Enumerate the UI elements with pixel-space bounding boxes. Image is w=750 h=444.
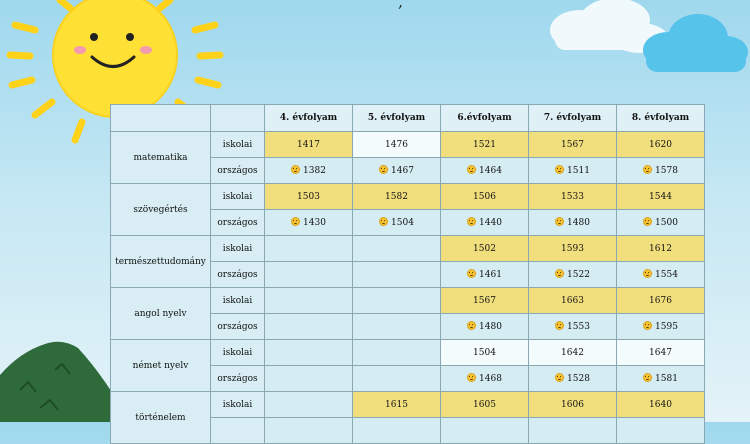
results-table: [110, 104, 705, 444]
smiley-icon: [555, 373, 564, 382]
score-value: 1612: [649, 243, 672, 254]
score-cell: [265, 366, 353, 392]
result-type-label: iskolai: [211, 184, 265, 210]
score-value: 1676: [649, 295, 672, 306]
result-type-label: országos: [211, 210, 265, 236]
score-value: 1506: [473, 191, 496, 202]
score-cell: [617, 340, 705, 366]
score-cell: [617, 262, 705, 288]
smiley-icon: [643, 165, 652, 174]
score-cell: [617, 288, 705, 314]
score-value: 1605: [473, 399, 496, 410]
result-type-label: országos: [211, 158, 265, 184]
grade-header-5: 5. évfolyam: [353, 105, 441, 132]
score-cell: [353, 184, 441, 210]
score-value: 1595: [655, 322, 678, 332]
score-cell: [441, 184, 529, 210]
result-type-label: iskolai: [211, 340, 265, 366]
header-type-cell: [211, 105, 265, 132]
score-value: 1500: [655, 218, 678, 228]
score-cell: [353, 366, 441, 392]
score-value: 1640: [649, 399, 672, 410]
score-cell: [441, 392, 529, 418]
smiley-icon: [291, 165, 300, 174]
score-cell: [529, 288, 617, 314]
smiley-icon: [643, 373, 652, 382]
score-value: 1511: [567, 166, 590, 176]
grade-header-4: 4. évfolyam: [265, 105, 353, 132]
score-value: 1521: [473, 139, 496, 150]
result-type-label: iskolai: [211, 392, 265, 418]
smiley-icon: [643, 269, 652, 278]
score-cell: [529, 392, 617, 418]
score-value: 1503: [297, 191, 320, 202]
score-cell: [441, 340, 529, 366]
score-cell: [265, 392, 353, 418]
score-value: 1461: [479, 270, 502, 280]
score-value: 1567: [473, 295, 496, 306]
table-row: [111, 236, 705, 262]
result-type-label: iskolai: [211, 236, 265, 262]
score-value: 1647: [649, 347, 672, 358]
score-value: 1544: [649, 191, 672, 202]
score-value: 1615: [385, 399, 408, 410]
score-cell: [529, 366, 617, 392]
grade-header-6: 6.évfolyam: [441, 105, 529, 132]
subject-label: szövegértés: [111, 184, 211, 236]
score-cell: [353, 314, 441, 340]
score-value: 1582: [385, 191, 408, 202]
smiley-icon: [467, 373, 476, 382]
score-value: 1430: [303, 218, 326, 228]
score-value: 1578: [655, 166, 678, 176]
subject-label: természettudomány: [111, 236, 211, 288]
score-cell: [441, 236, 529, 262]
subject-label: angol nyelv: [111, 288, 211, 340]
smiley-icon: [555, 321, 564, 330]
score-cell: [617, 184, 705, 210]
score-cell: [529, 314, 617, 340]
result-type-label: országos: [211, 262, 265, 288]
score-value: 1567: [561, 139, 584, 150]
score-cell: [529, 418, 617, 444]
score-cell: [265, 262, 353, 288]
score-cell: [617, 314, 705, 340]
score-cell: [529, 210, 617, 236]
score-cell: [265, 158, 353, 184]
score-value: 1642: [561, 347, 584, 358]
table-row: [111, 184, 705, 210]
smiley-icon: [643, 321, 652, 330]
result-type-label: országos: [211, 314, 265, 340]
smiley-icon: [379, 165, 388, 174]
header-corner-cell: [111, 105, 211, 132]
score-value: 1468: [479, 374, 502, 384]
smiley-icon: [467, 269, 476, 278]
score-value: 1554: [655, 270, 678, 280]
score-cell: [529, 184, 617, 210]
score-value: 1464: [479, 166, 502, 176]
score-value: 1504: [391, 218, 414, 228]
subject-label: matematika: [111, 132, 211, 184]
smiley-icon: [467, 165, 476, 174]
score-value: 1606: [561, 399, 584, 410]
score-value: 1480: [567, 218, 590, 228]
table-row: [111, 392, 705, 418]
table-row: [111, 340, 705, 366]
grade-header-8: 8. évfolyam: [617, 105, 705, 132]
smiley-icon: [643, 217, 652, 226]
score-cell: [529, 262, 617, 288]
score-value: 1522: [567, 270, 590, 280]
score-cell: [353, 392, 441, 418]
score-cell: [441, 132, 529, 158]
smiley-icon: [467, 217, 476, 226]
score-cell: [353, 158, 441, 184]
result-type-label: iskolai: [211, 132, 265, 158]
smiley-icon: [379, 217, 388, 226]
score-cell: [441, 262, 529, 288]
score-value: 1417: [297, 139, 320, 150]
score-value: 1581: [655, 374, 678, 384]
score-cell: [617, 210, 705, 236]
subject-label: történelem: [111, 392, 211, 444]
score-cell: [529, 132, 617, 158]
score-cell: [265, 288, 353, 314]
score-cell: [353, 132, 441, 158]
smiley-icon: [555, 269, 564, 278]
score-cell: [441, 158, 529, 184]
score-cell: [353, 236, 441, 262]
score-cell: [353, 262, 441, 288]
score-cell: [617, 392, 705, 418]
smiley-icon: [291, 217, 300, 226]
result-type-label: országos: [211, 366, 265, 392]
score-value: 1502: [473, 243, 496, 254]
score-cell: [441, 314, 529, 340]
score-cell: [353, 418, 441, 444]
score-cell: [617, 132, 705, 158]
score-value: 1620: [649, 139, 672, 150]
score-value: 1440: [479, 218, 502, 228]
score-value: 1533: [561, 191, 584, 202]
page-title-fragment: ,: [398, 0, 404, 11]
score-cell: [617, 366, 705, 392]
score-cell: [265, 314, 353, 340]
score-cell: [265, 418, 353, 444]
score-cell: [353, 340, 441, 366]
score-cell: [529, 158, 617, 184]
score-cell: [441, 366, 529, 392]
score-cell: [265, 236, 353, 262]
result-type-label: iskolai: [211, 288, 265, 314]
score-value: 1528: [567, 374, 590, 384]
score-value: 1553: [567, 322, 590, 332]
score-value: 1467: [391, 166, 414, 176]
grade-header-7: 7. évfolyam: [529, 105, 617, 132]
score-cell: [265, 210, 353, 236]
score-value: 1476: [385, 139, 408, 150]
smiley-icon: [555, 217, 564, 226]
score-value: 1382: [303, 166, 326, 176]
score-cell: [617, 236, 705, 262]
score-cell: [529, 236, 617, 262]
smiley-icon: [467, 321, 476, 330]
score-value: 1504: [473, 347, 496, 358]
score-cell: [441, 418, 529, 444]
score-cell: [617, 158, 705, 184]
score-value: 1593: [561, 243, 584, 254]
header-row: [111, 105, 705, 132]
score-cell: [529, 340, 617, 366]
score-value: 1480: [479, 322, 502, 332]
score-cell: [617, 418, 705, 444]
smiley-icon: [555, 165, 564, 174]
table-row: [111, 288, 705, 314]
subject-label: német nyelv: [111, 340, 211, 392]
score-cell: [353, 210, 441, 236]
score-cell: [265, 132, 353, 158]
table-row: [111, 132, 705, 158]
score-cell: [441, 210, 529, 236]
score-cell: [353, 288, 441, 314]
score-cell: [265, 340, 353, 366]
result-type-label: [211, 418, 265, 444]
score-cell: [441, 288, 529, 314]
score-cell: [265, 184, 353, 210]
cloud-blue-illustration: [638, 10, 750, 78]
score-value: 1663: [561, 295, 584, 306]
